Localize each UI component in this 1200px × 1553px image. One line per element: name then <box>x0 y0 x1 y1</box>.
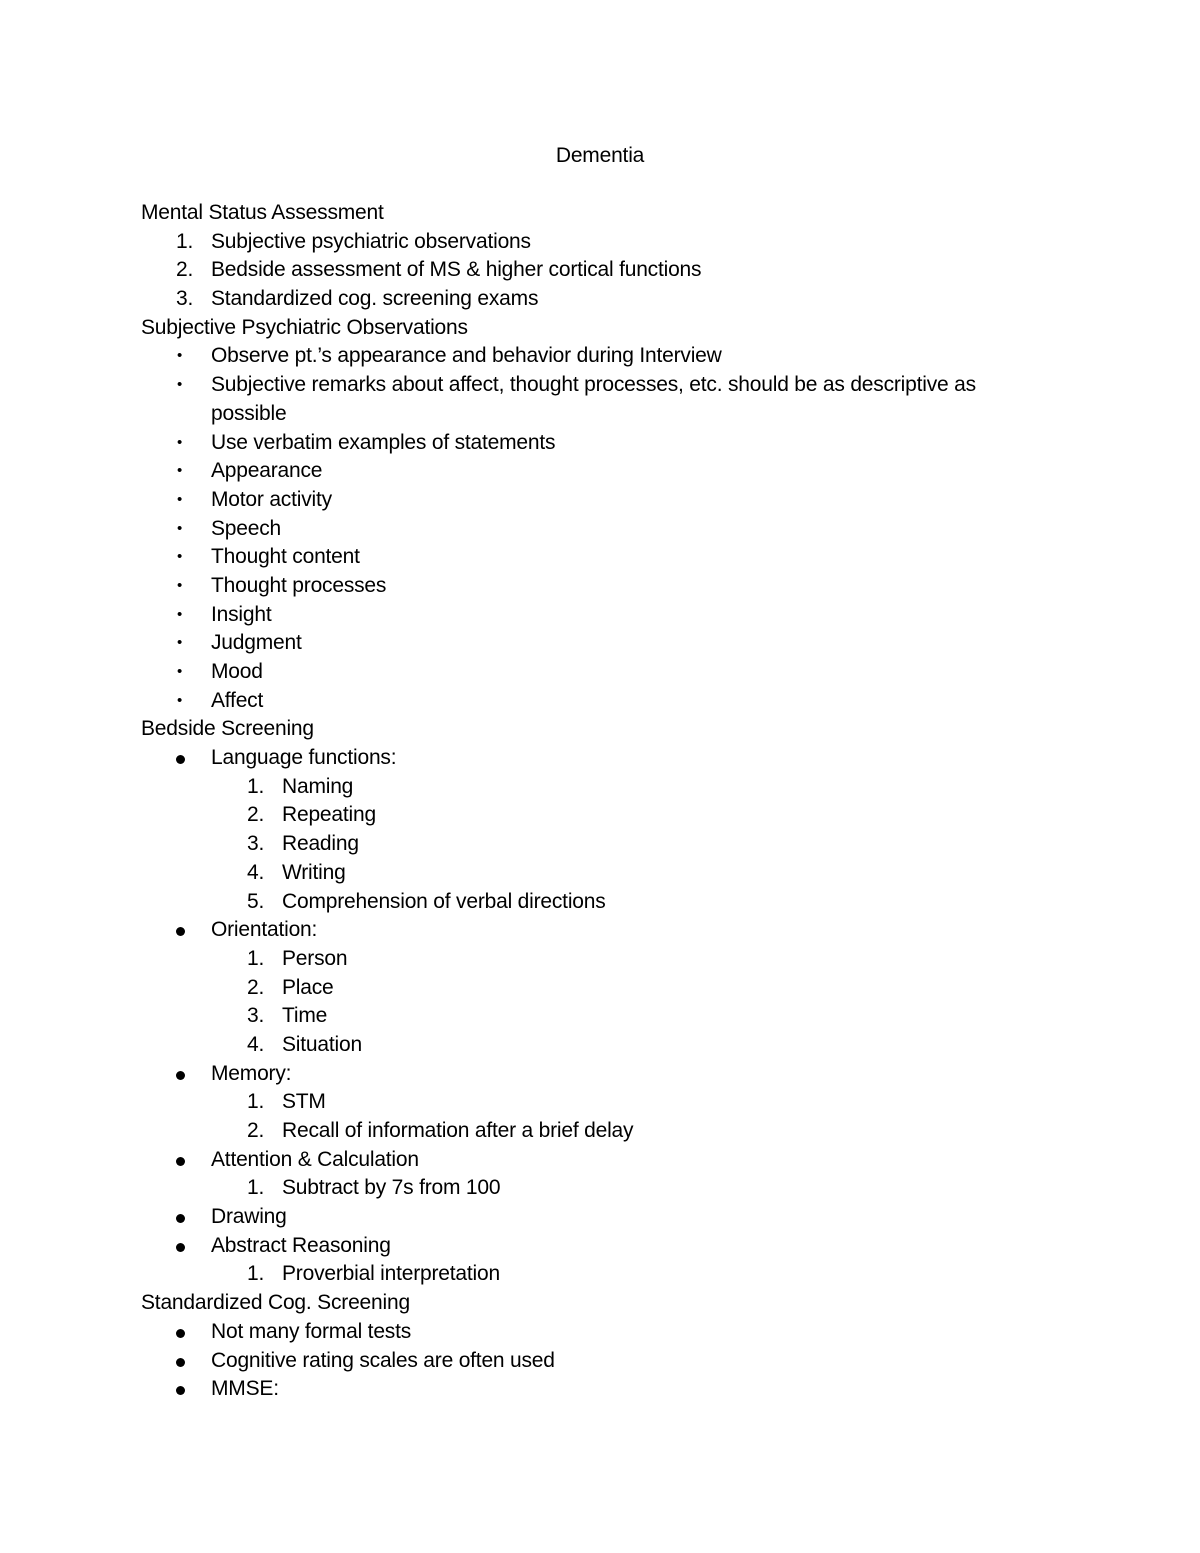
list-item-text: Bedside assessment of MS & higher cortical functions <box>211 258 702 282</box>
section-heading-bedside: Bedside Screening <box>141 717 314 741</box>
bullet-list-item <box>141 371 1041 400</box>
numbered-sublist-item <box>141 1174 1041 1203</box>
list-number: 1. <box>247 1262 265 1286</box>
bullet-list-item <box>141 342 1041 371</box>
bullet-icon: • <box>177 347 183 365</box>
bullet-list-item <box>141 486 1041 515</box>
list-item-text: Proverbial interpretation <box>282 1262 500 1286</box>
bullet-icon: • <box>177 663 183 680</box>
list-item-text: STM <box>282 1090 326 1114</box>
list-item-text: Place <box>282 975 334 999</box>
document-body <box>141 199 1041 1404</box>
list-item-text: Subjective psychiatric observations <box>211 229 531 253</box>
bullet-dot-icon <box>176 1243 185 1252</box>
list-number: 2. <box>247 803 265 827</box>
list-item-text: Thought content <box>211 545 360 569</box>
bullet-icon: • <box>177 548 183 566</box>
numbered-sublist-item <box>141 1260 1041 1289</box>
list-item-text: Attention & Calculation <box>211 1147 419 1171</box>
list-item-text: Judgment <box>211 631 302 655</box>
bullet-dot-icon <box>176 1329 185 1338</box>
bullet-list-item <box>141 1146 1041 1175</box>
list-item-text: Observe pt.’s appearance and behavior during Interview <box>211 344 722 368</box>
bullet-list-item <box>141 687 1041 716</box>
bullet-dot-icon <box>176 755 185 764</box>
numbered-list-item <box>141 285 1041 314</box>
list-item-text: Naming <box>282 774 354 798</box>
bullet-dot-icon <box>176 1214 185 1223</box>
list-item-text: Subjective remarks about affect, thought processes, etc. should be as descriptive as <box>211 373 976 397</box>
numbered-list-item <box>141 228 1041 257</box>
bullet-list-item <box>141 601 1041 630</box>
bullet-list-item <box>141 515 1041 544</box>
list-item-text: Reading <box>282 832 359 856</box>
bullet-icon: • <box>177 576 183 594</box>
bullet-icon: • <box>177 634 183 652</box>
bullet-list-item <box>141 658 1041 687</box>
list-number: 4. <box>247 1032 265 1056</box>
list-item-continuation: possible <box>211 401 287 425</box>
bullet-icon: • <box>177 605 183 623</box>
list-number: 4. <box>247 860 265 884</box>
list-item-text: Comprehension of verbal directions <box>282 889 606 913</box>
list-number: 5. <box>247 889 265 913</box>
bullet-list-item <box>141 1347 1041 1376</box>
bullet-list-item <box>141 1203 1041 1232</box>
list-item-text: Memory: <box>211 1061 292 1085</box>
list-number: 1. <box>176 229 194 253</box>
bullet-dot-icon <box>176 927 185 936</box>
bullet-list-item <box>141 1232 1041 1261</box>
list-item-text: Recall of information after a brief delay <box>282 1119 634 1142</box>
list-item-text: MMSE: <box>211 1377 279 1401</box>
list-item-text: Insight <box>211 602 272 626</box>
bullet-icon: • <box>177 691 183 709</box>
bullet-list-item <box>141 429 1041 458</box>
list-item-text: Standardized cog. screening exams <box>211 287 539 311</box>
numbered-sublist-item <box>141 974 1041 1003</box>
list-item-text: Subtract by 7s from 100 <box>282 1176 501 1200</box>
list-item-text: Thought processes <box>211 573 387 597</box>
list-item-text: Affect <box>211 688 264 712</box>
section-heading-standardized: Standardized Cog. Screening <box>141 1291 410 1315</box>
bullet-list-item <box>141 1318 1041 1347</box>
list-item-text: Not many formal tests <box>211 1319 412 1343</box>
list-item-text: Appearance <box>211 459 323 483</box>
list-item-text: Person <box>282 946 348 970</box>
bullet-dot-icon <box>176 1157 185 1166</box>
list-number: 1. <box>247 1090 265 1114</box>
list-number: 2. <box>247 975 265 999</box>
bullet-list-item <box>141 543 1041 572</box>
numbered-sublist-item <box>141 1117 1041 1146</box>
list-item-text: Drawing <box>211 1205 287 1229</box>
numbered-sublist-item <box>141 1088 1041 1117</box>
bullet-icon: • <box>177 376 183 394</box>
bullet-icon: • <box>177 462 183 480</box>
bullet-icon: • <box>177 433 183 451</box>
numbered-sublist-item <box>141 1031 1041 1060</box>
bullet-list-item <box>141 629 1041 658</box>
numbered-sublist-item <box>141 830 1041 859</box>
list-number: 3. <box>247 832 265 856</box>
list-item-text: Writing <box>282 860 346 884</box>
list-number: 1. <box>247 946 265 970</box>
numbered-sublist-item <box>141 801 1041 830</box>
document-title: Dementia <box>555 144 645 167</box>
list-number: 2. <box>247 1119 265 1142</box>
bullet-dot-icon <box>176 1071 185 1080</box>
bullet-dot-icon <box>176 1386 185 1395</box>
list-item-text: Situation <box>282 1032 362 1056</box>
bullet-icon: • <box>177 490 183 508</box>
bullet-icon: • <box>177 519 183 537</box>
numbered-list-item <box>141 256 1041 285</box>
list-item-text: Cognitive rating scales are often used <box>211 1348 555 1372</box>
list-item-text: Time <box>282 1004 328 1028</box>
list-item-text: Mood <box>211 660 263 683</box>
bullet-list-item <box>141 572 1041 601</box>
bullet-list-item <box>141 1375 1041 1404</box>
numbered-sublist-item <box>141 859 1041 888</box>
bullet-list-item <box>141 457 1041 486</box>
list-number: 3. <box>176 287 194 311</box>
numbered-sublist-item <box>141 1002 1041 1031</box>
bullet-list-item <box>141 1060 1041 1089</box>
list-item-text: Motor activity <box>211 487 332 511</box>
numbered-sublist-item <box>141 945 1041 974</box>
section-heading-subjective: Subjective Psychiatric Observations <box>141 315 468 339</box>
list-number: 3. <box>247 1004 265 1028</box>
list-item-text: Abstract Reasoning <box>211 1233 391 1257</box>
list-item-text: Repeating <box>282 803 376 827</box>
bullet-dot-icon <box>176 1358 185 1367</box>
numbered-sublist-item <box>141 888 1041 917</box>
list-number: 1. <box>247 1176 265 1200</box>
list-item-text: Orientation: <box>211 918 318 942</box>
numbered-sublist-item <box>141 773 1041 802</box>
list-number: 2. <box>176 258 194 282</box>
section-heading-mental-status: Mental Status Assessment <box>141 201 384 224</box>
bullet-list-item <box>141 916 1041 945</box>
bullet-list-item <box>141 744 1041 773</box>
list-item-text: Speech <box>211 516 282 540</box>
list-number: 1. <box>247 774 265 798</box>
list-item-text: Language functions: <box>211 746 397 770</box>
list-item-text: Use verbatim examples of statements <box>211 430 556 454</box>
